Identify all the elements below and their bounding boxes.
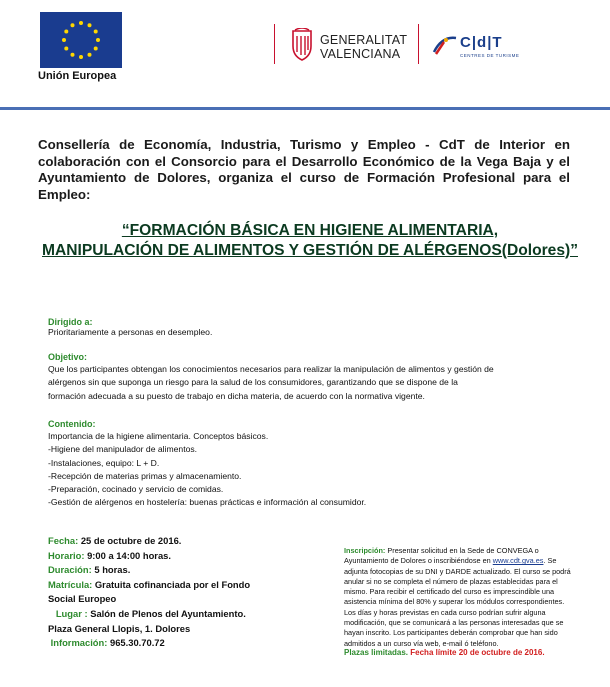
contenido-label: Contenido: xyxy=(48,419,96,429)
objetivo-line: formación adecuada a su puesto de trabajo en dicha materia, de acuerdo con la normativa vigente. xyxy=(48,390,425,401)
horario-row xyxy=(48,549,288,564)
course-title-line2: MANIPULACIÓN DE ALIMENTOS Y GESTIÓN DE ALÉRGENOS(Dolores)” xyxy=(41,241,578,259)
list-item: -Recepción de materias primas y almacenamiento. xyxy=(48,470,242,481)
duracion-value: 5 horas. xyxy=(94,564,131,576)
generalitat-wordmark xyxy=(320,33,407,61)
generalitat-line1: GENERALITAT xyxy=(320,33,408,47)
course-title-line1: “FORMACIÓN BÁSICA EN HIGIENE ALIMENTARIA, xyxy=(121,222,499,239)
objetivo-line: alérgenos sin que suponga un riesgo para la salud de los consumidores, garantizando que se dispone de la xyxy=(48,377,458,388)
contenido-list xyxy=(48,430,568,510)
lugar-value: Salón de Plenos del Ayuntamiento. xyxy=(90,607,246,619)
fecha-label: Fecha: xyxy=(48,535,79,546)
matricula-value-2: Social Europeo xyxy=(48,593,117,605)
course-title xyxy=(30,221,590,260)
inscripcion-block xyxy=(344,546,576,649)
horario-label: Horario: xyxy=(48,549,85,561)
objetivo-line: Que los participantes obtengan los conocimientos necesarios para realizar la manipulación de alimentos y gestión de xyxy=(48,364,494,374)
horario-value: 9:00 a 14:00 horas. xyxy=(87,549,171,561)
duracion-row xyxy=(48,563,288,578)
fecha-limite: Fecha límite 20 de octubre de 2016. xyxy=(410,648,545,657)
matricula-value: Gratuita cofinanciada por el Fondo xyxy=(94,578,251,590)
inscripcion-text: Presentar solicitud en la Sede de CONVEGA o Ayuntamiento de Dolores o inscribiéndose en xyxy=(344,546,539,566)
eu-label: Unión Europea xyxy=(38,70,117,82)
inscripcion-text-2: . Se adjunta fotocopias de su DNI y DARDE actualizado. El curso se podrá anular si no se completa el número de plazas establecidas para el mismo. Para recibir el certificado del curso es imprescindible una asistencia mínima del 80% y superar los módulos correspondientes. Los días y horas previstas en cada curso podrían sufrir alguna modificación, que se comunicará a las personas interesadas que se hayan inscrito. Los participantes deberán comprobar que han sido admitidos a un curso vía web, e-mail ó teléfono. xyxy=(344,556,571,648)
plazas-limitadas: Plazas limitadas. xyxy=(344,648,409,657)
intro-paragraph: Consellería de Economía, Industria, Turismo y Empleo - CdT de Interior en colaboración con el Consorcio para el Desarrollo Económico de la Vega Baja y el Ayuntamiento de Dolores, organiza el curso de Formación Profesional para el Empleo: xyxy=(38,137,570,202)
duracion-label: Duración: xyxy=(48,564,92,576)
plazas-line xyxy=(344,648,545,657)
header-rule xyxy=(0,107,610,110)
dirigido-text: Prioritariamente a personas en desempleo. xyxy=(48,327,213,337)
cdt-logo-icon xyxy=(432,32,458,56)
objetivo-text xyxy=(48,363,568,403)
dirigido-label: Dirigido a: xyxy=(48,317,93,327)
eu-flag-logo xyxy=(40,12,122,68)
list-item: -Higiene del manipulador de alimentos. xyxy=(48,444,198,455)
informacion-value: 965.30.70.72 xyxy=(110,637,165,649)
lugar-value-2: Plaza General Llopis, 1. Dolores xyxy=(48,622,191,634)
generalitat-logo-icon xyxy=(287,28,317,62)
inscripcion-label: Inscripción: xyxy=(344,546,386,555)
generalitat-line2: VALENCIANA xyxy=(320,47,401,61)
header-divider xyxy=(418,24,419,64)
fecha-value: 25 de octubre de 2016. xyxy=(80,535,182,546)
informacion-label: Información: xyxy=(50,637,108,649)
cdt-website-link[interactable]: www.cdt.gva.es xyxy=(492,556,544,566)
matricula-row-cont xyxy=(48,592,288,607)
course-info xyxy=(48,534,288,651)
eu-stars-icon xyxy=(40,12,122,68)
list-item: -Instalaciones, equipo: L + D. xyxy=(48,457,160,468)
matricula-row xyxy=(48,578,288,593)
cdt-wordmark: C|d|T xyxy=(460,34,503,51)
list-item: -Gestión de alérgenos en hostelería: buenas prácticas e información al consumidor. xyxy=(48,497,367,508)
objetivo-label: Objetivo: xyxy=(48,352,88,362)
fecha-row xyxy=(48,534,288,549)
list-item: -Preparación, cocinado y servicio de comidas. xyxy=(48,484,224,495)
cdt-subtitle: CENTRES DE TURISME xyxy=(460,53,520,58)
list-item: Importancia de la higiene alimentaria. Conceptos básicos. xyxy=(48,431,269,441)
lugar-label: Lugar : xyxy=(55,607,88,619)
informacion-row xyxy=(48,636,288,651)
lugar-row xyxy=(48,607,288,622)
header-divider xyxy=(274,24,275,64)
matricula-label: Matrícula: xyxy=(48,578,93,590)
lugar-row-cont xyxy=(48,622,288,637)
